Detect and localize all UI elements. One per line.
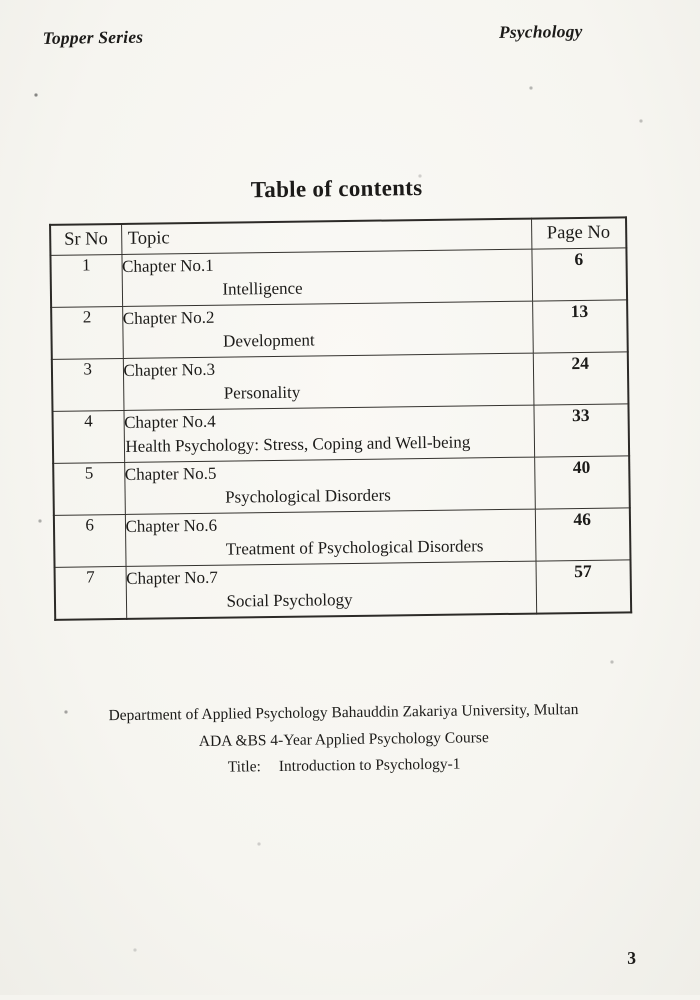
chapter-label: Chapter No.1	[121, 255, 214, 276]
sr-number: 1	[50, 254, 122, 307]
contents-table	[49, 216, 632, 620]
page-value: 40	[534, 456, 630, 509]
chapter-label: Chapter No.7	[126, 567, 218, 588]
sr-number: 7	[55, 566, 127, 619]
chapter-subtitle: Treatment of Psychological Disorders	[225, 536, 484, 559]
topic-cell	[126, 561, 537, 618]
chapter-subtitle: Social Psychology	[226, 589, 353, 611]
page-title: Table of contents	[250, 175, 423, 203]
page-value: 33	[533, 404, 629, 457]
topic-cell	[121, 249, 532, 306]
topic-cell	[125, 509, 536, 566]
page-header	[42, 21, 582, 49]
table-row	[53, 456, 630, 516]
chapter-label: Chapter No.2	[122, 307, 215, 328]
sr-number: 4	[52, 410, 124, 463]
chapter-subtitle: Development	[222, 330, 315, 351]
chapter-label: Chapter No.3	[123, 359, 216, 380]
table-row	[54, 508, 631, 568]
chapter-label: Chapter No.6	[125, 515, 218, 536]
table-row	[50, 248, 627, 308]
chapter-label: Chapter No.5	[124, 463, 217, 484]
column-header-sr-no: Sr No	[50, 224, 121, 255]
chapter-subtitle: Psychological Disorders	[225, 485, 391, 507]
header-subject-label: Psychology	[498, 20, 583, 43]
chapter-subtitle: Intelligence	[222, 278, 303, 299]
page-value: 57	[535, 560, 631, 613]
chapter-label: Chapter No.4	[124, 411, 216, 432]
footer-department-line: Department of Applied Psychology Bahauddin Zakariya University, Multan	[108, 701, 579, 725]
sr-number: 6	[54, 514, 126, 567]
sr-number: 3	[52, 358, 124, 411]
topic-cell	[123, 353, 534, 410]
page-number: 3	[627, 948, 636, 968]
page-value: 13	[532, 300, 628, 353]
column-header-topic: Topic	[121, 219, 531, 255]
page-value: 46	[535, 508, 631, 561]
chapter-subtitle: Personality	[223, 382, 301, 403]
page-value: 6	[531, 248, 627, 301]
topic-cell	[124, 457, 535, 514]
sr-number: 5	[53, 462, 125, 515]
column-header-page-no: Page No	[531, 217, 626, 249]
topic-cell	[122, 301, 533, 358]
table-row	[52, 404, 629, 464]
table-row	[55, 560, 632, 620]
header-series-label: Topper Series	[42, 26, 144, 48]
topic-cell	[123, 405, 534, 462]
footer-title-value: Introduction to Psychology-1	[278, 755, 461, 775]
chapter-subtitle: Health Psychology: Stress, Coping and Well-being	[125, 432, 471, 456]
sr-number: 2	[51, 306, 123, 359]
page-value: 24	[533, 352, 629, 405]
table-row	[52, 352, 629, 412]
table-row	[51, 300, 628, 360]
footer-title-label: Title:	[227, 758, 261, 776]
footer-course-line: ADA &BS 4-Year Applied Psychology Course	[198, 728, 489, 750]
page-footer	[3, 696, 684, 784]
